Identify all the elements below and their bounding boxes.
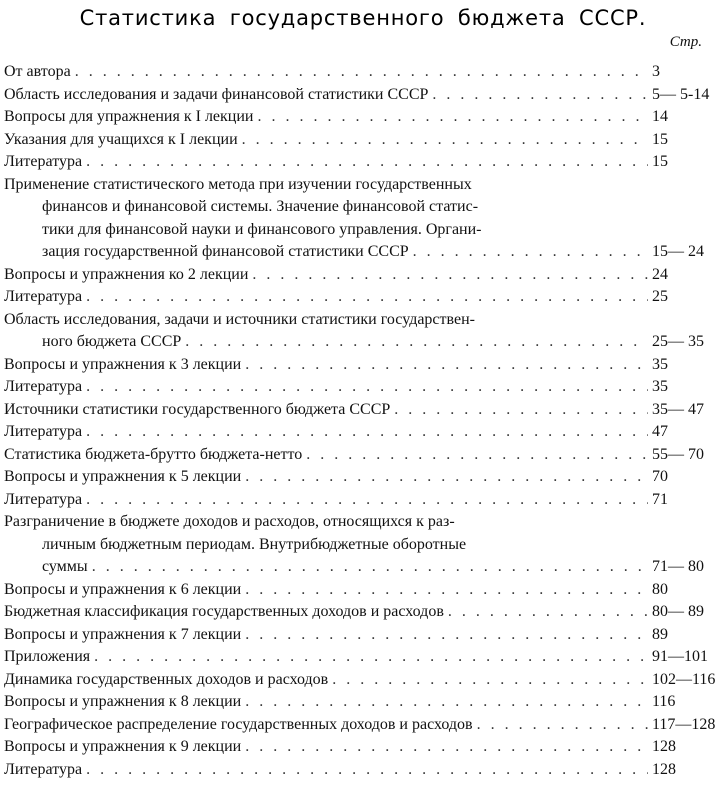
toc-entry-line [0,196,726,219]
dot-leader [413,241,648,264]
dot-leader [86,421,648,444]
toc-entry-text: Разграничение в бюджете доходов и расходов, относящихся к раз- [4,513,455,530]
dot-leader [245,466,648,489]
toc-entry-line [0,489,726,512]
toc-entry-pages: 35— 47 [652,400,704,418]
toc-entry-text: Область исследования и задачи финансовой статистики СССР [4,85,429,103]
toc-entry-pages: 89 [652,625,668,643]
toc-entry-line [0,174,726,197]
dot-leader [242,129,648,152]
toc-entry-line [0,421,726,444]
toc-entry-pages: 80 [652,580,668,598]
toc-entry-line [0,601,726,624]
toc-entry-line [0,579,726,602]
toc-entry-text: ного бюджета СССР [42,333,182,350]
toc-entry [0,691,726,714]
toc-entry-pages: 55— 70 [652,445,704,463]
toc-entry-text: Литература [4,153,83,170]
toc-entry-text: Вопросы и упражнения к 6 лекции [4,580,242,598]
dot-leader [432,84,648,107]
toc-entry-line [0,354,726,377]
dot-leader [477,714,648,737]
toc-entry-pages: 3 [652,63,660,80]
toc-entry [0,579,726,602]
toc-entry-text: зация государственной финансовой статистики СССР [42,243,409,260]
toc-entry-pages: 71— 80 [652,558,704,575]
toc-entry-pages: 128 [652,760,676,778]
dot-leader [86,489,648,512]
toc-entry-text: Источники статистики государственного бюджета СССР [4,400,391,418]
toc-entry-line [0,691,726,714]
toc-entry-line [0,376,726,399]
toc-entry-pages: 91—101 [652,648,708,665]
toc-entry-line [0,129,726,152]
toc-entry-text: Динамика государственных доходов и расходов [4,670,329,688]
toc-entry-text: Литература [4,288,83,305]
toc-entry [0,466,726,489]
toc-entry-text: Вопросы и упражнения к 7 лекции [4,625,242,643]
toc-entry-text: Указания для учащихся к I лекции [4,130,238,148]
toc-entry-line [0,534,726,557]
toc-entry-pages: 70 [652,468,668,485]
toc-entry [0,399,726,422]
dot-leader [252,264,648,287]
dot-leader [448,601,648,624]
toc-entry-pages: 25 [652,288,668,305]
toc-entry-line [0,556,726,579]
toc-entry-pages: 25— 35 [652,333,704,350]
dot-leader [86,151,648,174]
toc-entry-line [0,309,726,332]
toc-entry-pages: 71 [652,490,668,508]
toc-entry [0,489,726,512]
toc-entry-line [0,241,726,264]
toc-entry-line [0,511,726,534]
toc-entry [0,759,726,782]
toc-entry-pages: 128 [652,738,676,755]
toc-entry [0,669,726,692]
toc-entry [0,129,726,152]
toc-entry [0,264,726,287]
page-column-label: Стр. [669,34,702,50]
toc-entry-pages: 102—116 [652,670,716,688]
dot-leader [257,106,648,129]
toc-entry-line [0,736,726,759]
toc-entry-line [0,444,726,467]
toc-entry-pages: 117—128 [652,715,716,733]
dot-leader [86,286,648,309]
toc-entry-line [0,714,726,737]
toc-entry [0,376,726,399]
dot-leader [75,61,648,84]
toc-entry-line [0,264,726,287]
toc-entry-line [0,399,726,422]
toc-entry-line [0,61,726,84]
toc-entry [0,309,726,354]
toc-entry [0,736,726,759]
toc-entry-text: суммы [42,558,88,575]
dot-leader [245,579,648,602]
toc-entry-pages: 47 [652,423,668,440]
toc-entry-text: Вопросы и упражнения ко 2 лекции [4,265,249,283]
toc-entry-pages: 35 [652,355,668,373]
toc-entry-text: Применение статистического метода при изучении государственных [4,175,472,193]
toc-entry [0,174,726,264]
dot-leader [245,736,648,759]
toc-entry-pages: 116 [652,693,676,710]
toc-entry-text: Географическое распределение государственных доходов и расходов [4,715,473,733]
toc-entry-text: личным бюджетным периодам. Внутрибюджетные оборотные [42,535,467,553]
dot-leader [332,669,648,692]
toc-entry-pages: 35 [652,378,668,395]
toc-entry-line [0,219,726,242]
toc-entry [0,354,726,377]
toc-entry-text: Бюджетная классификация государственных доходов и расходов [4,603,444,620]
dot-leader [185,331,648,354]
dot-leader [306,444,648,467]
toc-entry-line [0,759,726,782]
toc-entry-line [0,466,726,489]
toc-entry-line [0,84,726,107]
toc-entry [0,444,726,467]
toc-entry-text: Вопросы и упражнения к 3 лекции [4,355,242,373]
toc-entry [0,286,726,309]
page-title: Статистика государственного бюджета СССР. [79,6,647,30]
toc-entry-pages: 5— 5-14 [652,85,710,103]
dot-leader [92,556,648,579]
toc-entry-text: Литература [4,490,83,508]
toc-entry-text: Литература [4,760,83,778]
toc-entry-pages: 15 [652,130,668,148]
dot-leader [245,624,648,647]
toc-entry-pages: 15— 24 [652,243,704,260]
toc-entry-text: Литература [4,423,83,440]
toc-entry-line [0,106,726,129]
toc-entry-text: Литература [4,378,83,395]
toc-entry-pages: 24 [652,265,668,283]
dot-leader [94,646,648,669]
toc-entry-line [0,646,726,669]
toc-entry [0,511,726,579]
toc-entry [0,714,726,737]
toc-entry-line [0,151,726,174]
toc-entry [0,61,726,84]
toc-entry-line [0,669,726,692]
toc-entry-text: Область исследования, задачи и источники статистики государствен- [4,310,475,328]
toc-entry-text: Вопросы и упражнения к 5 лекции [4,468,242,485]
dot-leader [394,399,648,422]
toc-entry-text: тики для финансовой науки и финансового управления. Органи- [42,220,482,238]
toc-entry-text: финансов и финансовой системы. Значение финансовой статис- [42,198,479,215]
dot-leader [245,354,648,377]
table-of-contents [0,61,726,781]
toc-entry-line [0,331,726,354]
toc-entry [0,84,726,107]
toc-entry-pages: 14 [652,108,668,125]
toc-entry-text: От автора [4,63,71,80]
toc-entry-pages: 15 [652,153,668,170]
dot-leader [86,376,648,399]
toc-entry [0,624,726,647]
toc-entry [0,421,726,444]
toc-entry [0,646,726,669]
toc-entry-text: Вопросы и упражнения к 9 лекции [4,738,242,755]
dot-leader [86,759,648,782]
toc-entry-line [0,286,726,309]
toc-entry-text: Статистика бюджета-брутто бюджета-нетто [4,445,303,463]
toc-entry-pages: 80— 89 [652,603,704,620]
toc-entry-text: Вопросы для упражнения к I лекции [4,108,254,125]
toc-entry [0,106,726,129]
toc-entry [0,151,726,174]
dot-leader [245,691,648,714]
toc-entry-text: Вопросы и упражнения к 8 лекции [4,693,242,710]
toc-entry [0,601,726,624]
toc-entry-text: Приложения [4,648,91,665]
toc-entry-line [0,624,726,647]
